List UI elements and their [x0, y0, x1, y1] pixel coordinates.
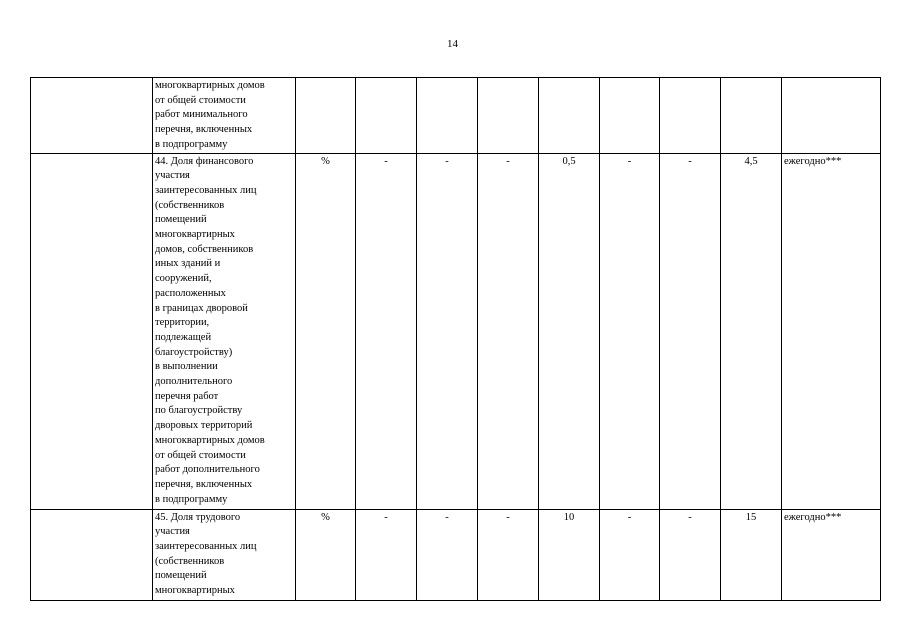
- period-cell: ежегодно***: [782, 509, 881, 600]
- table-row: [31, 509, 881, 600]
- indicator-name-cell: 45. Доля трудового участия заинтересованных лиц (собственников помещений многоквартирных: [153, 509, 296, 600]
- value-cell: -: [600, 153, 660, 509]
- value-cell: -: [600, 509, 660, 600]
- indicators-table: [30, 77, 881, 601]
- indicator-name-cell: 44. Доля финансового участия заинтересованных лиц (собственников помещений многоквартирных домов, собственников иных зданий и сооружений, расположенных в границах дворовой территории, подлежащей благоустройству) в выполнении дополнительного перечня работ по благоустройству дворовых территорий многоквартирных домов от общей стоимости работ дополнительного перечня, включенных в подпрограмму: [153, 153, 296, 509]
- value-cell: -: [417, 153, 478, 509]
- unit-cell: [296, 78, 356, 154]
- table-row: [31, 78, 881, 154]
- row-number-cell: [31, 509, 153, 600]
- value-cell: -: [660, 153, 721, 509]
- value-cell: -: [478, 509, 539, 600]
- value-cell: -: [478, 153, 539, 509]
- period-cell: ежегодно***: [782, 153, 881, 509]
- value-cell: -: [417, 509, 478, 600]
- value-cell: [539, 78, 600, 154]
- row-number-cell: [31, 153, 153, 509]
- value-cell: 15: [721, 509, 782, 600]
- value-cell: [600, 78, 660, 154]
- value-cell: -: [356, 153, 417, 509]
- indicator-name-cell: многоквартирных домов от общей стоимости работ минимального перечня, включенных в подпрограмму: [153, 78, 296, 154]
- value-cell: 0,5: [539, 153, 600, 509]
- period-cell: [782, 78, 881, 154]
- value-cell: -: [660, 509, 721, 600]
- unit-cell: %: [296, 509, 356, 600]
- value-cell: [478, 78, 539, 154]
- value-cell: [721, 78, 782, 154]
- table-row: [31, 153, 881, 509]
- unit-cell: %: [296, 153, 356, 509]
- value-cell: [356, 78, 417, 154]
- row-number-cell: [31, 78, 153, 154]
- value-cell: [660, 78, 721, 154]
- page-number: 14: [447, 38, 458, 50]
- value-cell: [417, 78, 478, 154]
- value-cell: 4,5: [721, 153, 782, 509]
- value-cell: -: [356, 509, 417, 600]
- value-cell: 10: [539, 509, 600, 600]
